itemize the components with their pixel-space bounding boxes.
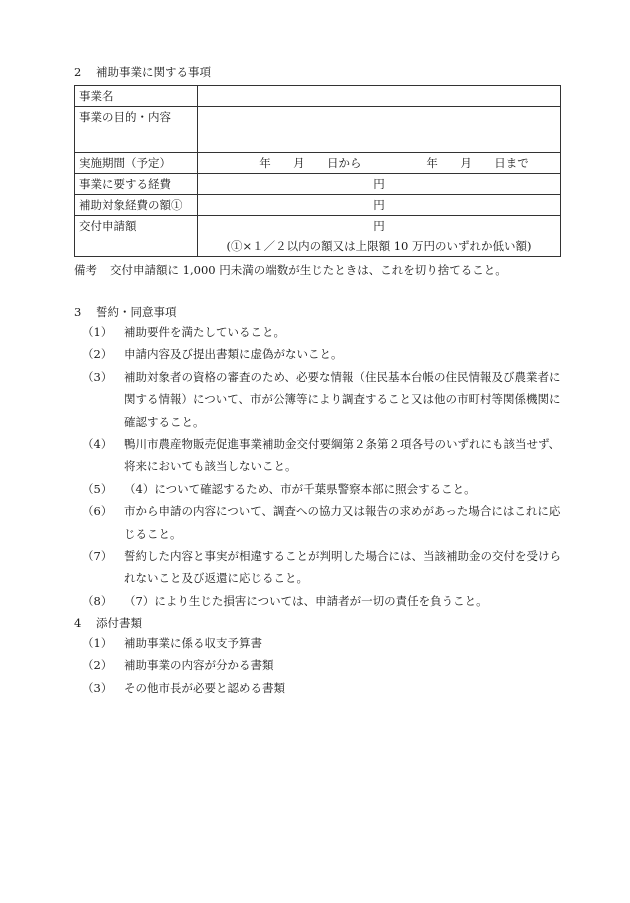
list-item <box>74 433 564 478</box>
label-request-amount: 交付申請額 <box>75 216 198 257</box>
attachment-list <box>74 632 564 699</box>
list-item-index: （3） <box>82 369 113 384</box>
list-item-index: （2） <box>82 347 113 362</box>
field-cost[interactable]: 円 <box>198 174 561 195</box>
list-item-index: （5） <box>82 481 113 496</box>
list-item <box>74 366 564 433</box>
section-4-number: 4 <box>74 616 82 630</box>
section-2-title: 補助事業に関する事項 <box>96 65 211 79</box>
subsidy-project-table <box>74 85 561 257</box>
list-item-text: 補助対象者の資格の審査のため、必要な情報（住民基本台帳の住民情報及び農業者に関する情報）について、市が公簿等により調査すること又は他の市町村等関係機関に確認すること。 <box>124 369 561 429</box>
list-item-text: （7）により生じた損害については、申請者が一切の責任を負うこと。 <box>124 593 488 608</box>
section-3-number: 3 <box>74 305 82 319</box>
list-item-text: 誓約した内容と事実が相違することが判明した場合には、当該補助金の交付を受けられないこと及び返還に応じること。 <box>124 549 561 586</box>
row-cost <box>75 174 561 195</box>
label-cost: 事業に要する経費 <box>75 174 198 195</box>
request-amount-note: (①×１／２以内の額又は上限額 10 万円のいずれか低い額) <box>226 239 532 253</box>
section-3-title: 誓約・同意事項 <box>96 305 177 319</box>
list-item <box>74 545 564 590</box>
period-end-year: 年 <box>426 156 438 170</box>
list-item-text: 補助要件を満たしていること。 <box>124 325 285 339</box>
list-item-text: 鴨川市農産物販売促進事業補助金交付要綱第２条第２項各号のいずれにも該当せず、将来においても該当しないこと。 <box>124 437 561 474</box>
list-item-index: （1） <box>82 325 113 339</box>
period-start-day: 日から <box>327 156 362 170</box>
list-item <box>74 677 564 699</box>
list-item <box>74 654 564 676</box>
list-item-index: （4） <box>82 437 113 452</box>
list-item-index: （3） <box>82 680 113 695</box>
period-end-month: 月 <box>460 156 472 170</box>
remark <box>74 262 507 278</box>
field-purpose[interactable] <box>198 107 561 153</box>
section-2-heading <box>74 64 211 80</box>
list-item-index: （2） <box>82 658 113 673</box>
request-amount-unit: 円 <box>373 219 385 233</box>
label-project-name: 事業名 <box>75 86 198 107</box>
section-4-title: 添付書類 <box>96 616 142 630</box>
period-end-day: 日まで <box>494 156 529 170</box>
list-item-index: （1） <box>82 636 113 650</box>
field-period[interactable] <box>198 153 561 174</box>
list-item <box>74 590 564 612</box>
row-purpose <box>75 107 561 153</box>
section-2-number: 2 <box>74 65 82 79</box>
field-request-amount[interactable] <box>198 216 561 257</box>
list-item <box>74 321 564 343</box>
list-item-text: 申請内容及び提出書類に虚偽がないこと。 <box>124 347 343 362</box>
row-period <box>75 153 561 174</box>
field-project-name[interactable] <box>198 86 561 107</box>
section-4-heading <box>74 615 142 631</box>
list-item <box>74 632 564 654</box>
row-project-name <box>75 86 561 107</box>
row-eligible-cost <box>75 195 561 216</box>
label-eligible-cost: 補助対象経費の額① <box>75 195 198 216</box>
list-item-text: （4）について確認するため、市が千葉県警察本部に照会すること。 <box>124 481 476 496</box>
label-purpose: 事業の目的・内容 <box>75 107 198 153</box>
period-start-year: 年 <box>259 156 271 170</box>
remark-text: 交付申請額に 1,000 円未満の端数が生じたときは、これを切り捨てること。 <box>110 263 507 277</box>
list-item-text: 補助事業の内容が分かる書類 <box>124 658 274 673</box>
list-item <box>74 343 564 365</box>
list-item <box>74 500 564 545</box>
list-item-index: （8） <box>82 593 113 608</box>
list-item-text: その他市長が必要と認める書類 <box>124 680 285 695</box>
remark-label: 備考 <box>74 263 97 277</box>
label-period: 実施期間（予定） <box>75 153 198 174</box>
row-request-amount <box>75 216 561 257</box>
list-item-index: （6） <box>82 504 113 519</box>
list-item-text: 市から申請の内容について、調査への協力又は報告の求めがあった場合にはこれに応じること。 <box>124 504 561 541</box>
pledge-list <box>74 321 564 612</box>
field-eligible-cost[interactable]: 円 <box>198 195 561 216</box>
list-item-text: 補助事業に係る収支予算書 <box>124 636 262 650</box>
list-item <box>74 478 564 500</box>
list-item-index: （7） <box>82 549 113 564</box>
period-start-month: 月 <box>293 156 305 170</box>
section-3-heading <box>74 304 177 320</box>
